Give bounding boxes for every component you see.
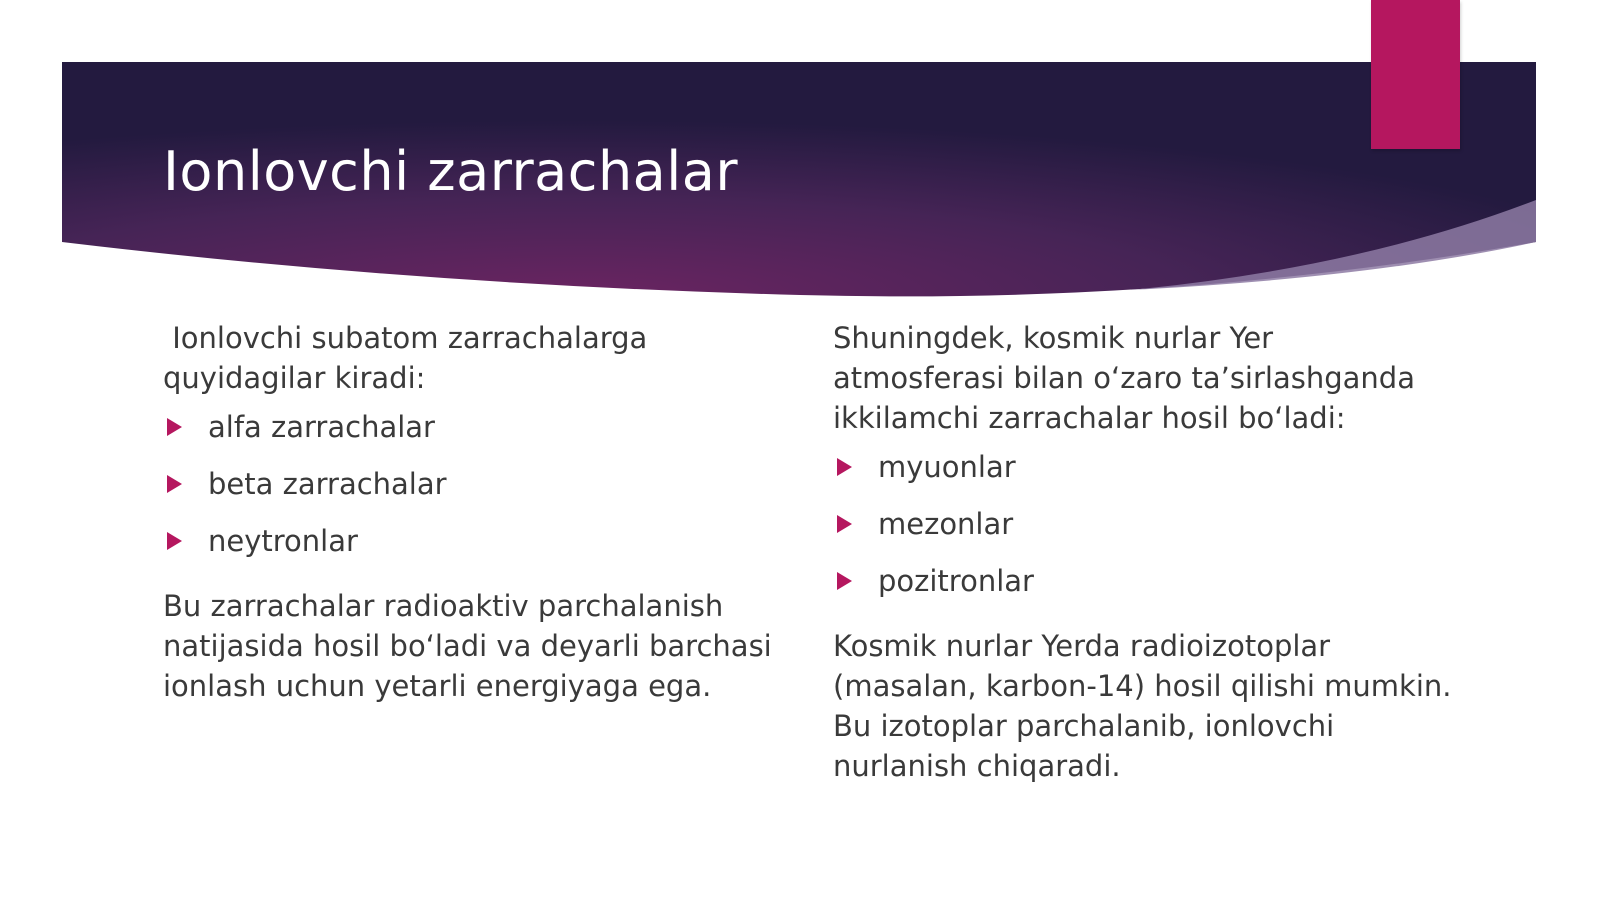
right-column bbox=[833, 318, 1453, 786]
list-item-label: mezonlar bbox=[878, 507, 1014, 541]
triangle-right-icon bbox=[837, 572, 852, 590]
list-item-label: neytronlar bbox=[208, 524, 358, 558]
list-item bbox=[833, 561, 1453, 618]
list-item bbox=[163, 407, 778, 464]
accent-tab bbox=[1371, 0, 1460, 149]
left-column bbox=[163, 318, 778, 706]
list-item bbox=[833, 504, 1453, 561]
triangle-right-icon bbox=[167, 475, 182, 493]
list-item-label: alfa zarrachalar bbox=[208, 410, 435, 444]
right-outro: Kosmik nurlar Yerda radioizotoplar (masalan, karbon-14) hosil qilishi mumkin. Bu izotoplar parchalanib, ionlovchi nurlanish chiqaradi. bbox=[833, 629, 1452, 783]
list-item bbox=[163, 464, 778, 521]
triangle-right-icon bbox=[167, 418, 182, 436]
triangle-right-icon bbox=[167, 532, 182, 550]
list-item-label: pozitronlar bbox=[878, 564, 1034, 598]
list-item-label: myuonlar bbox=[878, 450, 1016, 484]
left-intro: Ionlovchi subatom zarrachalarga quyidagilar kiradi: bbox=[163, 321, 657, 395]
left-outro: Bu zarrachalar radioaktiv parchalanish natijasida hosil bo‘ladi va deyarli barchasi ionlash uchun yetarli energiyaga ega. bbox=[163, 589, 772, 703]
list-item bbox=[833, 447, 1453, 504]
list-item bbox=[163, 521, 778, 578]
triangle-right-icon bbox=[837, 458, 852, 476]
right-list bbox=[833, 447, 1453, 618]
right-intro: Shuningdek, kosmik nurlar Yer atmosferasi bilan o‘zaro ta’sirlashganda ikkilamchi zarrachalar hosil bo‘ladi: bbox=[833, 321, 1415, 435]
triangle-right-icon bbox=[837, 515, 852, 533]
slide-title: Ionlovchi zarrachalar bbox=[163, 140, 739, 203]
list-item-label: beta zarrachalar bbox=[208, 467, 447, 501]
left-list bbox=[163, 407, 778, 578]
